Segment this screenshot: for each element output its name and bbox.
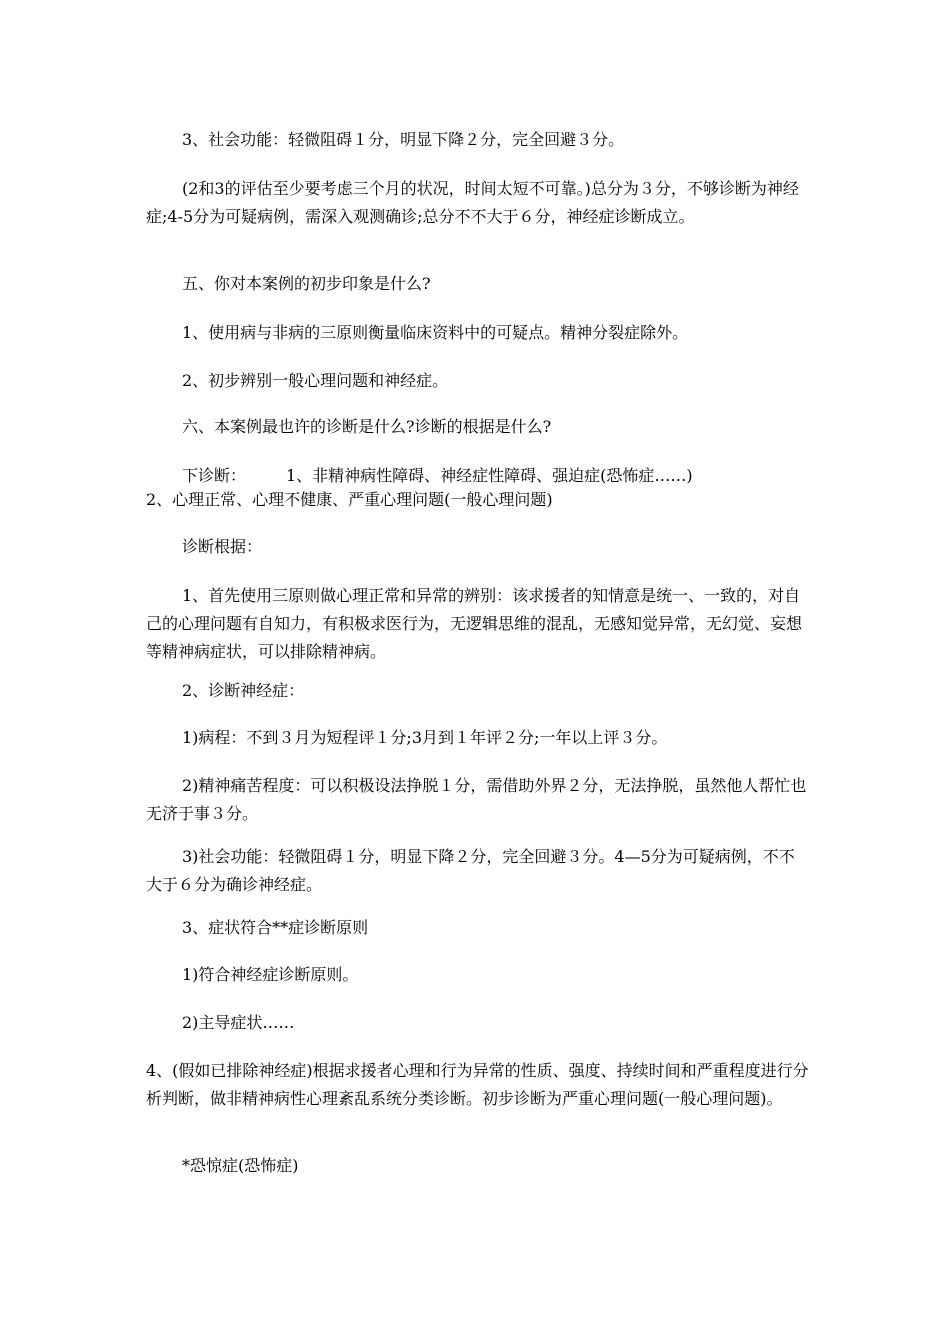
paragraph-criteria: 1)符合神经症诊断原则。 bbox=[182, 965, 359, 984]
paragraph-main-symptoms: 2)主导症状…… bbox=[182, 1013, 295, 1032]
paragraph-five-item-2: 2、初步辨别一般心理问题和神经症。 bbox=[182, 371, 449, 390]
paragraph-basis-item-4: 4、(假如已排除神经症)根据求援者心理和行为异常的性质、强度、持续时间和严重程度进行分析判断，做非精神病性心理紊乱系统分类诊断。初步诊断为严重心理问题(一般心理问题)。 bbox=[146, 1061, 809, 1108]
paragraph-diagnosis-line-2: 2、心理正常、心理不健康、严重心理问题(一般心理问题) bbox=[146, 490, 553, 509]
heading-section-six: 六、本案例最也许的诊断是什么?诊断的根据是什么? bbox=[182, 417, 552, 436]
paragraph-score-note: (2和3的评估至少要考虑三个月的状况，时间太短不可靠。)总分为３分，不够诊断为神经症;4-5分为可疑病例，需深入观测确诊;总分不不大于６分，神经症诊断成立。 bbox=[146, 179, 799, 226]
paragraph-social-function: 3、社会功能：轻微阻碍１分，明显下降２分，完全回避３分。 bbox=[182, 130, 625, 149]
paragraph-distress: 2)精神痛苦程度：可以积极设法挣脱１分，需借助外界２分，无法挣脱，虽然他人帮忙也无济于事３分。 bbox=[146, 776, 807, 823]
paragraph-basis-item-3: 3、症状符合**症诊断原则 bbox=[182, 918, 369, 937]
paragraph-diagnosis-line-1: 下诊断： 1、非精神病性障碍、神经症性障碍、强迫症(恐怖症……) bbox=[182, 466, 693, 485]
heading-diagnosis-basis: 诊断根据： bbox=[182, 537, 263, 556]
paragraph-course: 1)病程：不到３月为短程评１分;3月到１年评２分;一年以上评３分。 bbox=[182, 728, 668, 747]
heading-section-five: 五、你对本案例的初步印象是什么? bbox=[182, 274, 431, 293]
paragraph-social-function-2: 3)社会功能：轻微阻碍１分，明显下降２分，完全回避３分。4—5分为可疑病例，不不大于６分为确诊神经症。 bbox=[146, 847, 795, 894]
paragraph-basis-item-1: 1、首先使用三原则做心理正常和异常的辨别：该求援者的知情意是统一、一致的，对自己的心理问题有自知力，有积极求医行为，无逻辑思维的混乱，无感知觉异常，无幻觉、妄想等精神病症状，可以排除精神病。 bbox=[146, 586, 803, 661]
paragraph-basis-item-2: 2、诊断神经症： bbox=[182, 681, 305, 700]
paragraph-five-item-1: 1、使用病与非病的三原则衡量临床资料中的可疑点。精神分裂症除外。 bbox=[182, 323, 689, 342]
paragraph-panic-disorder: *恐惊症(恐怖症) bbox=[182, 1156, 299, 1175]
